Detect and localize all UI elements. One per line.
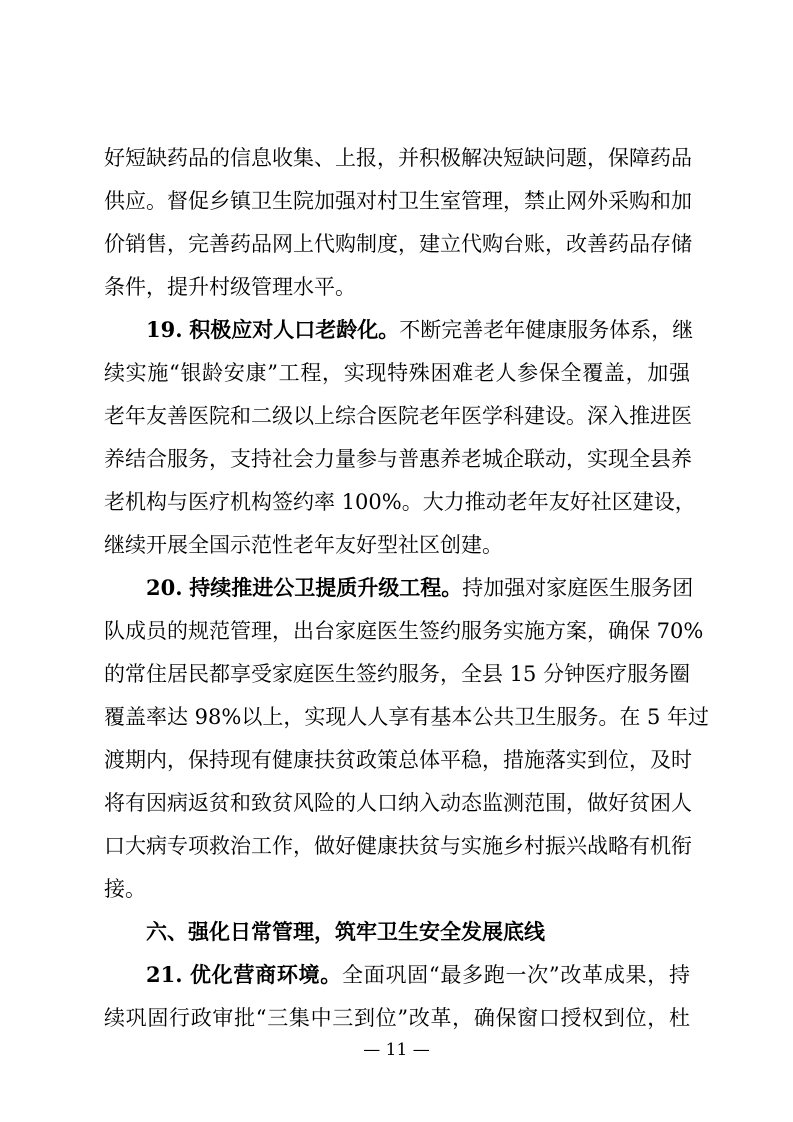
item-text: 持加强对家庭医生服务团 — [462, 576, 694, 600]
text-line: 好短缺药品的信息收集、上报，并积极解决短缺问题，保障药品 — [104, 146, 692, 170]
item-title: 积极应对人口老龄化。 — [189, 317, 400, 342]
page-number: — 11 — — [363, 1040, 430, 1060]
text-line: 继续开展全国示范性老年友好型社区创建。 — [104, 533, 503, 557]
section-heading: 六、强化日常管理，筑牢卫生安全发展底线 — [146, 919, 545, 944]
item-number: 20. — [146, 575, 183, 600]
text-line: 接。 — [104, 877, 146, 901]
text-line: 续巩固行政审批“三集中三到位”改革，确保窗口授权到位，杜 — [104, 1006, 690, 1030]
text-line: 渡期内，保持现有健康扶贫政策总体平稳，措施落实到位，及时 — [104, 748, 692, 772]
text-line: 养结合服务，支持社会力量参与普惠养老城企联动，实现全县养 — [104, 447, 692, 471]
item-number: 19. — [146, 317, 183, 342]
text-line: 老年友善医院和二级以上综合医院老年医学科建设。深入推进医 — [104, 404, 692, 428]
item-title: 优化营商环境。 — [189, 962, 342, 987]
text-line: 价销售，完善药品网上代购制度，建立代购台账，改善药品存储 — [104, 232, 692, 256]
text-line: 口大病专项救治工作，做好健康扶贫与实施乡村振兴战略有机衔 — [104, 834, 692, 858]
text-line: 队成员的规范管理，出台家庭医生签约服务实施方案，确保 70% — [104, 619, 704, 643]
text-line: 将有因病返贫和致贫风险的人口纳入动态监测范围，做好贫困人 — [104, 791, 692, 815]
item-text: 全面巩固“最多跑一次”改革成果，持 — [342, 963, 690, 987]
item-title: 持续推进公卫提质升级工程。 — [189, 575, 463, 600]
text-line: 的常住居民都享受家庭医生签约服务，全县 15 分钟医疗服务圈 — [104, 662, 691, 686]
item-19-first-line — [146, 312, 694, 348]
item-21-first-line — [146, 957, 690, 993]
text-line: 覆盖率达 98%以上，实现人人享有基本公共卫生服务。在 5 年过 — [104, 705, 710, 729]
item-20-first-line — [146, 570, 694, 606]
item-number: 21. — [146, 962, 183, 987]
item-text: 不断完善老年健康服务体系，继 — [399, 318, 694, 342]
text-line: 续实施“银龄安康”工程，实现特殊困难老人参保全覆盖，加强 — [104, 361, 690, 385]
text-line: 条件，提升村级管理水平。 — [104, 275, 356, 299]
text-line: 老机构与医疗机构签约率 100%。大力推动老年友好社区建设， — [104, 490, 696, 514]
text-line: 供应。督促乡镇卫生院加强对村卫生室管理，禁止网外采购和加 — [104, 189, 692, 213]
